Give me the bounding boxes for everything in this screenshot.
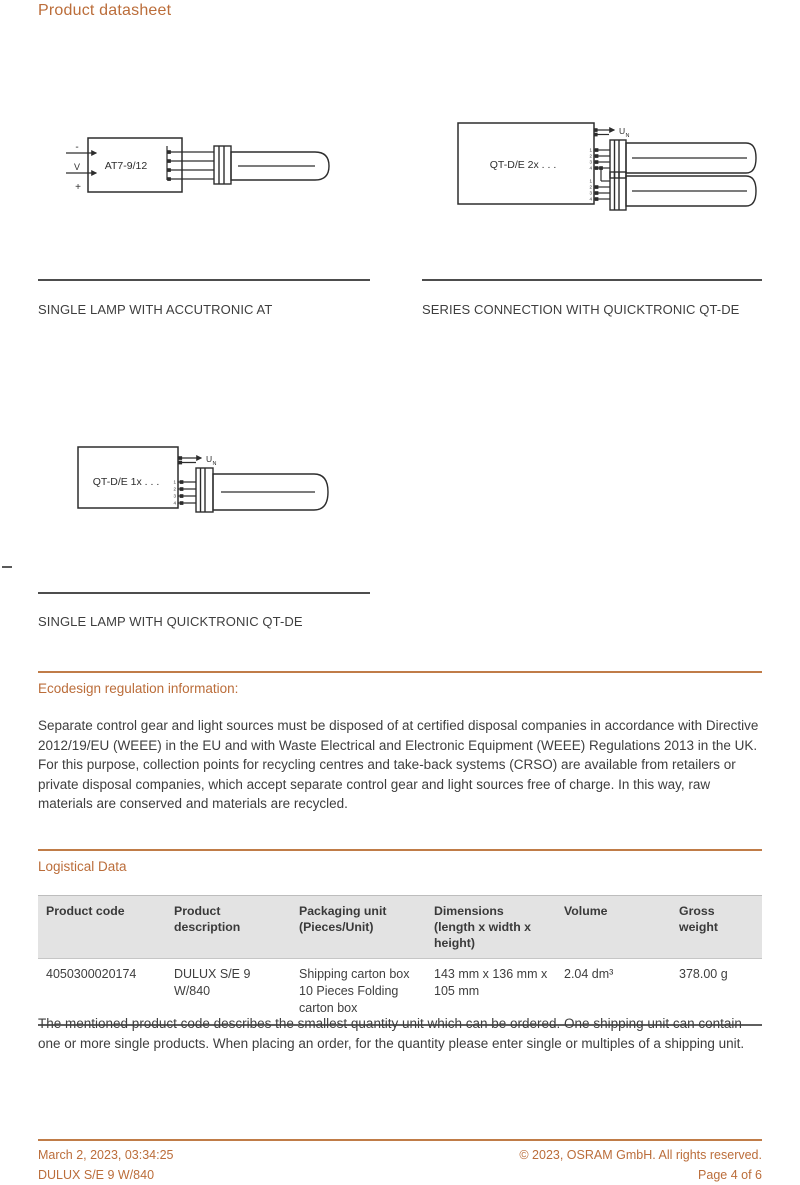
footer-date: March 2, 2023, 03:34:25 — [38, 1148, 174, 1162]
ballast-box-label: AT7-9/12 — [104, 160, 148, 172]
col-volume: Volume — [556, 896, 671, 959]
top-lamp-wires — [594, 149, 610, 181]
mains-wires — [595, 129, 615, 136]
ecodesign-heading: Ecodesign regulation information: — [38, 681, 239, 696]
ecodesign-body: Separate control gear and light sources must be disposed of at certified disposal companies in accordance with Directive 2012/19/EU (WEEE) in the EU and with Waste Electrical and Electronic Equipment (WEEE) Regulations 2013 in the UK. For this purpose, collection points for recycling centres and take-back systems (CRSO) are available from retailers or private disposal companies, which accept separate control gear and light sources free of charge. In this way, raw materials are conserved and materials are recycled. — [38, 718, 759, 811]
cell-gross-weight: 378.00 g — [671, 959, 762, 1026]
logistical-heading: Logistical Data — [38, 859, 127, 874]
terminal-plus-label: + — [75, 182, 81, 193]
table-header-row — [38, 896, 762, 959]
cell-packaging-unit: Shipping carton box 10 Pieces Folding carton box — [291, 959, 426, 1026]
diagram-single-qtde — [38, 440, 338, 552]
diagram-accutronic — [38, 118, 338, 233]
svg-text:3: 3 — [589, 159, 592, 165]
footer-rule — [38, 1139, 762, 1141]
col-dimensions: Dimensions (length x width x height) — [426, 896, 556, 959]
ballast-box-label: QT-D/E 2x . . . — [489, 159, 557, 171]
un-sub-label: N — [625, 133, 630, 139]
footer-left — [38, 1145, 174, 1185]
caption-accutronic: SINGLE LAMP WITH ACCUTRONIC AT — [38, 302, 273, 317]
cell-dimensions: 143 mm x 136 mm x 105 mm — [426, 959, 556, 1026]
cell-product-description: DULUX S/E 9 W/840 — [166, 959, 291, 1026]
caption-single-qtde: SINGLE LAMP WITH QUICKTRONIC QT-DE — [38, 614, 303, 629]
bottom-lamp — [610, 172, 756, 210]
pin-labels-top — [589, 148, 592, 171]
svg-text:2: 2 — [173, 486, 176, 492]
col-gross-weight: Gross weight — [671, 896, 762, 959]
svg-text:1: 1 — [589, 178, 592, 184]
caption-series-qtde: SERIES CONNECTION WITH QUICKTRONIC QT-DE — [422, 302, 740, 317]
un-label: U — [619, 126, 626, 136]
ecodesign-rule — [38, 671, 762, 673]
divider-accutronic — [38, 279, 370, 281]
mains-wires — [178, 457, 201, 464]
terminal-minus-label: - — [75, 142, 79, 153]
svg-text:2: 2 — [589, 184, 592, 190]
margin-dash — [2, 566, 12, 568]
lamp — [196, 468, 328, 512]
logistical-note: The mentioned product code describes the smallest quantity unit which can be ordered. One shipping unit can contain one or more single products. When placing an order, for the quantity please enter single or multiples of a shipping unit. — [38, 1016, 745, 1051]
lamp-pin-wires — [178, 481, 196, 505]
svg-text:4: 4 — [589, 165, 592, 171]
footer-copyright: © 2023, OSRAM GmbH. All rights reserved. — [519, 1148, 762, 1162]
col-product-code: Product code — [38, 896, 166, 959]
col-packaging-unit: Packaging unit (Pieces/Unit) — [291, 896, 426, 959]
svg-text:4: 4 — [173, 500, 176, 506]
footer-page-number: Page 4 of 6 — [698, 1168, 762, 1182]
svg-text:2: 2 — [589, 153, 592, 159]
un-sub-label: N — [212, 461, 217, 467]
svg-text:4: 4 — [589, 196, 592, 202]
svg-text:1: 1 — [589, 147, 592, 153]
ballast-box-label: QT-D/E 1x . . . — [92, 476, 160, 488]
terminal-v-label: V — [73, 162, 81, 172]
footer-product: DULUX S/E 9 W/840 — [38, 1168, 155, 1182]
lamp-pin-wires — [167, 146, 214, 180]
footer-right — [519, 1145, 762, 1185]
logistical-rule — [38, 849, 762, 851]
page-title: Product datasheet — [38, 2, 172, 19]
logistical-table — [38, 895, 762, 1026]
col-product-description: Product description — [166, 896, 291, 959]
divider-single-qtde — [38, 592, 370, 594]
lamp — [214, 146, 329, 184]
pin-labels-bottom — [589, 179, 592, 202]
svg-text:1: 1 — [173, 479, 176, 485]
top-lamp — [610, 140, 756, 178]
divider-series-qtde — [422, 279, 762, 281]
cell-product-code: 4050300020174 — [38, 959, 166, 1026]
cell-volume: 2.04 dm³ — [556, 959, 671, 1026]
accutronic-input-wires — [66, 153, 96, 173]
bottom-lamp-wires — [594, 186, 610, 201]
un-label: U — [206, 454, 213, 464]
pin-labels — [173, 480, 176, 506]
svg-text:3: 3 — [589, 190, 592, 196]
logistical-table-wrap — [38, 895, 762, 1026]
svg-text:3: 3 — [173, 493, 176, 499]
diagram-series-qtde — [420, 110, 765, 222]
